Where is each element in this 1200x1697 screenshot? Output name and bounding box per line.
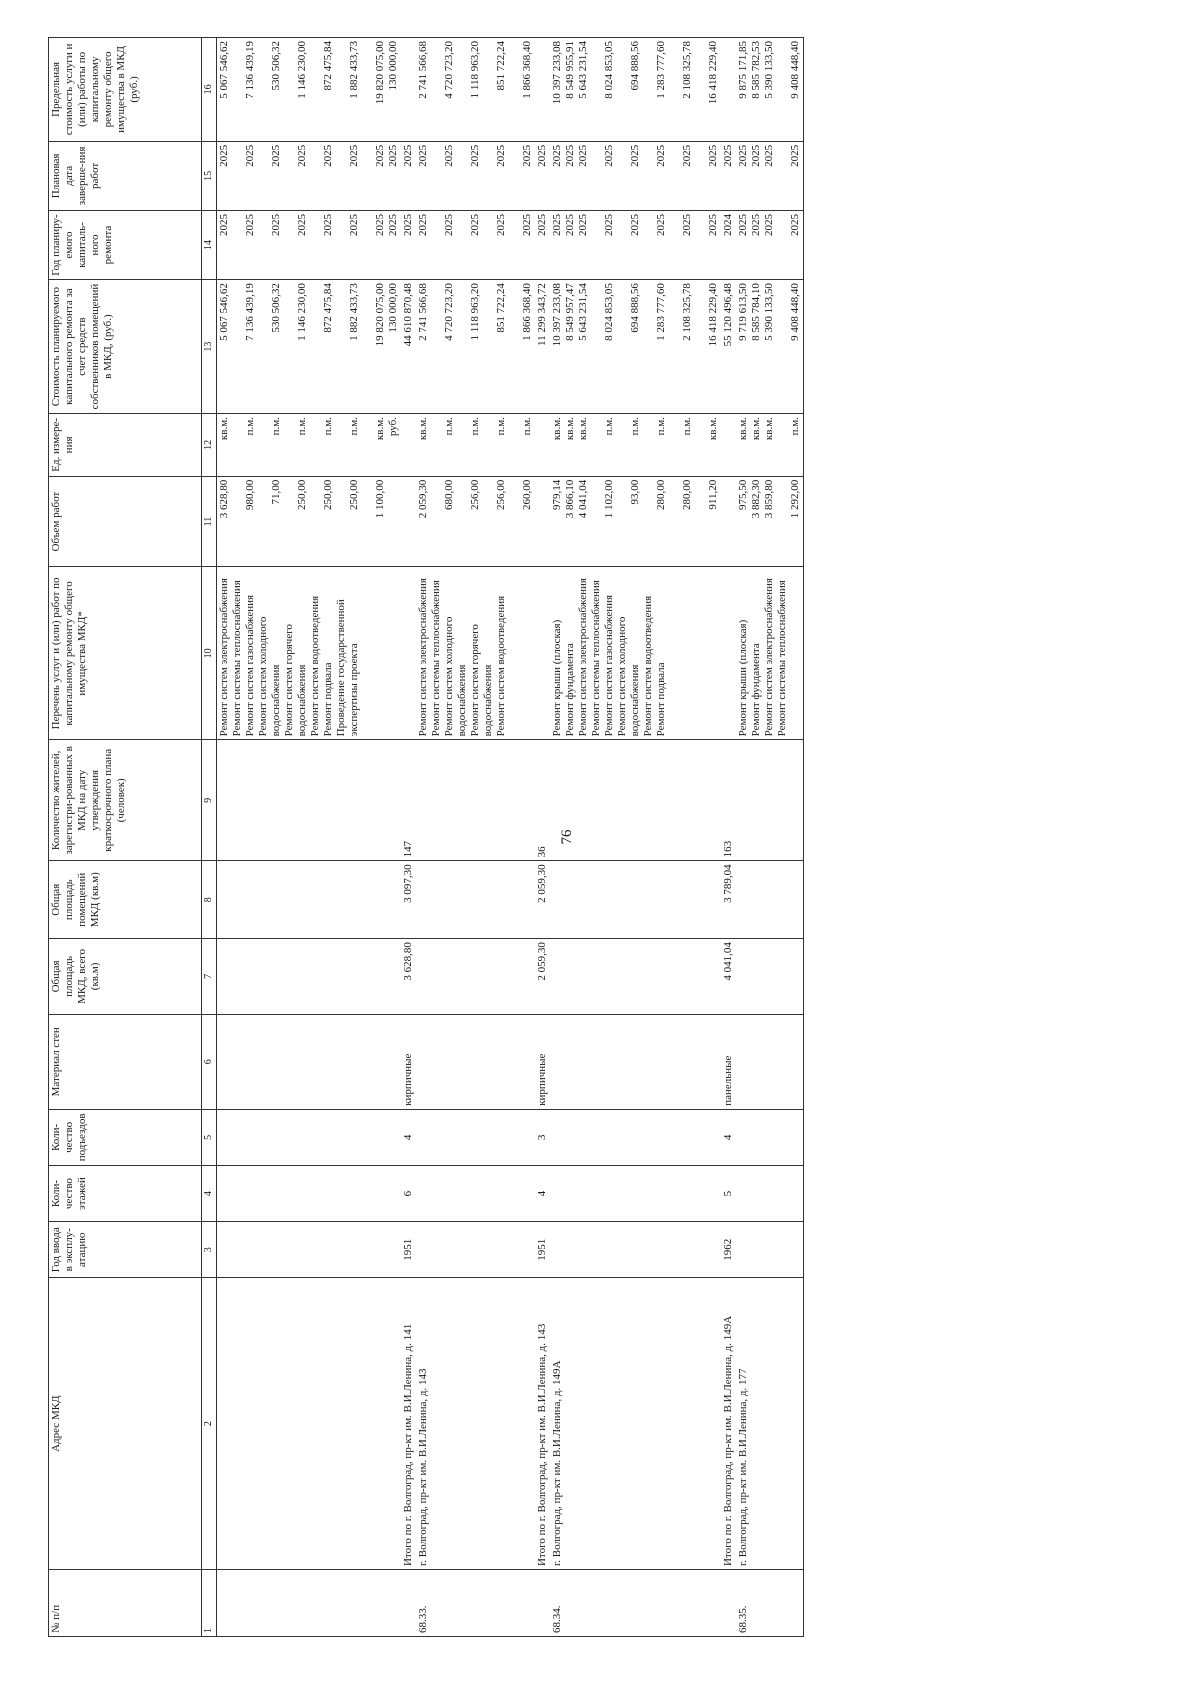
volume-value: 911,20 <box>707 479 719 510</box>
limit-value: 130 000,00 <box>387 41 399 91</box>
commission-year: 1951 <box>401 1222 416 1278</box>
column-number: 8 <box>202 861 217 939</box>
column-number: 6 <box>202 1014 217 1109</box>
page-number: 76 <box>559 829 575 845</box>
work-item: Ремонт систем водоотведения <box>495 595 507 737</box>
date-value: 2025 <box>218 144 230 167</box>
cost-value: 694 888,56 <box>629 283 641 333</box>
work-item: Ремонт фундамента <box>750 643 762 737</box>
limit-value: 8 549 955,91 <box>564 41 576 99</box>
column-number: 13 <box>202 280 217 414</box>
costs <box>217 280 402 414</box>
cost-value: 7 136 439,19 <box>244 283 256 341</box>
limits <box>550 38 721 142</box>
work-item: Ремонт систем газоснабжения <box>244 594 256 737</box>
cost-value: 1 283 777,60 <box>655 283 667 341</box>
volumes <box>736 476 804 567</box>
wall-material: панельные <box>721 1014 736 1109</box>
date-value: 2025 <box>443 144 455 167</box>
date-value: 2025 <box>737 144 749 167</box>
volume-value: 93,00 <box>629 479 641 505</box>
header-cell: Плановая дата заверше-ния работ <box>49 141 202 210</box>
cost-value: 530 506,32 <box>270 283 282 333</box>
units <box>416 414 535 477</box>
volume-value: 260,00 <box>521 479 533 510</box>
limit-value: 8 585 782,53 <box>750 41 762 99</box>
volume-value: 280,00 <box>681 479 693 510</box>
volumes <box>217 476 402 567</box>
work-item: Ремонт систем электроснабжения <box>763 578 775 737</box>
unit-value: п.м. <box>270 417 282 436</box>
year-value: 2025 <box>551 213 563 236</box>
cost-value: 1 118 963,20 <box>469 283 481 341</box>
header-cell: Предельная стоимость услуги и (или) работы по капитальному ремонту общего имущества в МКД (руб.) <box>49 38 202 142</box>
date-value: 2025 <box>655 144 667 167</box>
total-cost: 11 299 343,72 <box>535 280 550 414</box>
residents-count: 36 <box>535 740 550 861</box>
volume-value: 1 102,00 <box>603 479 615 519</box>
year-value: 2025 <box>387 213 399 236</box>
year-value: 2025 <box>348 213 360 236</box>
date-value: 2025 <box>707 144 719 167</box>
limit-value: 9 875 171,85 <box>737 41 749 99</box>
unit-value: руб. <box>387 417 399 437</box>
limit-value: 1 866 368,40 <box>521 41 533 99</box>
total-row <box>401 38 416 1637</box>
work-item: Ремонт системы теплоснабжения <box>430 580 442 737</box>
date-value: 2025 <box>681 144 693 167</box>
work-item: Ремонт системы теплоснабжения <box>590 580 602 737</box>
address: г. Волгоград, пр-кт им. В.И.Ленина, д. 177 <box>736 1278 804 1570</box>
date-value: 2025 <box>629 144 641 167</box>
entrances-count: 4 <box>401 1109 416 1165</box>
header-cell: Коли-чество подъездов <box>49 1109 202 1165</box>
limit-value: 8 024 853,05 <box>603 41 615 99</box>
column-number: 1 <box>202 1570 217 1637</box>
header-cell: Объем работ <box>49 476 202 567</box>
wall-material: кирпичные <box>535 1014 550 1109</box>
year-value: 2025 <box>218 213 230 236</box>
units <box>217 414 402 477</box>
works-list <box>416 567 535 740</box>
column-number: 4 <box>202 1165 217 1221</box>
work-item: Ремонт системы теплоснабжения <box>231 580 243 737</box>
volume-value: 3 866,10 <box>564 479 576 519</box>
unit-value: п.м. <box>521 417 533 436</box>
unit-value: п.м. <box>244 417 256 436</box>
column-number: 9 <box>202 740 217 861</box>
year-value: 2025 <box>577 213 589 236</box>
plan-year: 2024 <box>721 210 736 279</box>
work-item: Ремонт систем холодного водоснабжения <box>616 616 641 737</box>
limit-value: 1 146 230,00 <box>296 41 308 99</box>
year-value: 2025 <box>495 213 507 236</box>
year-value: 2025 <box>374 213 386 236</box>
volume-value: 4 041,04 <box>577 479 589 519</box>
volume-value: 975,50 <box>737 479 749 510</box>
date-value: 2025 <box>348 144 360 167</box>
column-number: 14 <box>202 210 217 279</box>
volume-value: 256,00 <box>495 479 507 510</box>
costs <box>416 280 535 414</box>
header-cell: Ед. измере-ния <box>49 414 202 477</box>
rotated-table-container <box>48 37 1168 1637</box>
limits <box>416 38 535 142</box>
year-value: 2025 <box>417 213 429 236</box>
unit-value: п.м. <box>322 417 334 436</box>
costs <box>550 280 721 414</box>
year-value: 2025 <box>707 213 719 236</box>
year-value: 2025 <box>244 213 256 236</box>
limit-value: 530 506,32 <box>270 41 282 91</box>
cost-value: 9 719 613,50 <box>737 283 749 341</box>
total-address: Итого по г. Волгоград, пр-кт им. В.И.Ленина, д. 143 <box>535 1278 550 1570</box>
cost-value: 872 475,84 <box>322 283 334 333</box>
header-cell: Коли-чество этажей <box>49 1165 202 1221</box>
year-value: 2025 <box>655 213 667 236</box>
unit-value: кв.м. <box>750 417 762 441</box>
wall-material: кирпичные <box>401 1014 416 1109</box>
limit-value: 1 118 963,20 <box>469 41 481 99</box>
year-value: 2025 <box>521 213 533 236</box>
work-item: Ремонт систем холодного водоснабжения <box>443 616 468 737</box>
year-value: 2025 <box>443 213 455 236</box>
cost-value: 10 397 233,08 <box>551 283 563 347</box>
year-value: 2025 <box>564 213 576 236</box>
volume-value: 250,00 <box>296 479 308 510</box>
units <box>736 414 804 477</box>
unit-value: кв.м. <box>763 417 775 441</box>
total-area: 3 628,80 <box>401 939 416 1015</box>
cost-value: 851 722,24 <box>495 283 507 333</box>
cost-value: 16 418 229,40 <box>707 283 719 347</box>
column-number: 12 <box>202 414 217 477</box>
address-block-row <box>550 38 721 1637</box>
work-item: Ремонт подвала <box>322 662 334 737</box>
end-dates <box>416 141 535 210</box>
unit-value: кв.м. <box>374 417 386 441</box>
unit-value: п.м. <box>789 417 801 436</box>
work-item: Ремонт систем горячего водоснабжения <box>469 624 494 737</box>
year-value: 2025 <box>763 213 775 236</box>
column-number: 5 <box>202 1109 217 1165</box>
cost-value: 9 408 448,40 <box>789 283 801 341</box>
date-value: 2025 <box>750 144 762 167</box>
year-value: 2025 <box>469 213 481 236</box>
column-number: 3 <box>202 1222 217 1278</box>
unit-value: п.м. <box>603 417 615 436</box>
date-value: 2025 <box>296 144 308 167</box>
premises-area: 3 789,04 <box>721 861 736 939</box>
item-number: 68.33. <box>416 1570 535 1637</box>
work-item: Ремонт фундамента <box>564 643 576 737</box>
plan-years <box>217 210 402 279</box>
column-number: 2 <box>202 1278 217 1570</box>
unit-value: кв.м. <box>218 417 230 441</box>
volume-value: 250,00 <box>322 479 334 510</box>
column-number: 10 <box>202 567 217 740</box>
volume-value: 1 100,00 <box>374 479 386 519</box>
limit-value: 872 475,84 <box>322 41 334 91</box>
residents-count: 163 <box>721 740 736 861</box>
limit-value: 2 741 566,68 <box>417 41 429 99</box>
floors-count: 6 <box>401 1165 416 1221</box>
unit-value: п.м. <box>629 417 641 436</box>
commission-year: 1951 <box>535 1222 550 1278</box>
residents-count: 147 <box>401 740 416 861</box>
column-number: 15 <box>202 141 217 210</box>
units <box>550 414 721 477</box>
year-value: 2025 <box>750 213 762 236</box>
date-value: 2025 <box>551 144 563 167</box>
end-dates <box>550 141 721 210</box>
header-cell: Год планиру-емого капиталь-ного ремонта <box>49 210 202 279</box>
cost-value: 1 866 368,40 <box>521 283 533 341</box>
end-dates <box>217 141 402 210</box>
plan-years <box>550 210 721 279</box>
limit-value: 5 643 231,54 <box>577 41 589 99</box>
end-date: 2025 <box>401 141 416 210</box>
cost-value: 5 067 546,62 <box>218 283 230 341</box>
year-value: 2025 <box>603 213 615 236</box>
year-value: 2025 <box>629 213 641 236</box>
date-value: 2025 <box>564 144 576 167</box>
unit-value: п.м. <box>495 417 507 436</box>
floors-count: 5 <box>721 1165 736 1221</box>
plan-year: 2025 <box>401 210 416 279</box>
work-item: Ремонт крыши (плоская) <box>737 619 749 737</box>
limit-value: 19 820 075,00 <box>374 41 386 105</box>
limit-value: 7 136 439,19 <box>244 41 256 99</box>
cost-value: 8 549 957,47 <box>564 283 576 341</box>
limits <box>217 38 402 142</box>
floors-count: 4 <box>535 1165 550 1221</box>
date-value: 2025 <box>603 144 615 167</box>
volume-value: 2 059,30 <box>417 479 429 519</box>
unit-value: кв.м. <box>564 417 576 441</box>
entrances-count: 3 <box>535 1109 550 1165</box>
cost-value: 130 000,00 <box>387 283 399 333</box>
column-number: 11 <box>202 476 217 567</box>
date-value: 2025 <box>417 144 429 167</box>
work-item: Ремонт систем горячего водоснабжения <box>283 624 308 737</box>
unit-value: п.м. <box>681 417 693 436</box>
year-value: 2025 <box>789 213 801 236</box>
volume-value: 980,00 <box>244 479 256 510</box>
work-item: Ремонт подвала <box>655 662 667 737</box>
work-item: Ремонт систем электроснабжения <box>218 578 230 737</box>
limit-value: 10 397 233,08 <box>551 41 563 105</box>
unit-value: п.м. <box>296 417 308 436</box>
date-value: 2025 <box>270 144 282 167</box>
cost-value: 4 720 723,20 <box>443 283 455 341</box>
cost-value: 5 643 231,54 <box>577 283 589 341</box>
header-cell: Общая площадь МКД, всего (кв.м) <box>49 939 202 1015</box>
limit-value: 2 108 325,78 <box>681 41 693 99</box>
column-number-row <box>202 38 217 1637</box>
header-cell: Год ввода в эксплу-атацию <box>49 1222 202 1278</box>
work-item: Ремонт систем водоотведения <box>642 595 654 737</box>
date-value: 2025 <box>469 144 481 167</box>
total-area: 4 041,04 <box>721 939 736 1015</box>
total-cost: 44 610 870,48 <box>401 280 416 414</box>
volume-value: 680,00 <box>443 479 455 510</box>
end-date: 2025 <box>721 141 736 210</box>
work-item: Ремонт систем водоотведения <box>309 595 321 737</box>
total-address: Итого по г. Волгоград, пр-кт им. В.И.Ленина, д. 149А <box>721 1278 736 1570</box>
cost-value: 8 585 784,10 <box>750 283 762 341</box>
header-row <box>49 38 202 1637</box>
work-item: Ремонт систем электроснабжения <box>577 578 589 737</box>
limit-value: 16 418 229,40 <box>707 41 719 105</box>
cost-value: 1 882 433,73 <box>348 283 360 341</box>
cost-value: 1 146 230,00 <box>296 283 308 341</box>
plan-year: 2025 <box>535 210 550 279</box>
address-block-row <box>416 38 535 1637</box>
total-cost: 55 120 496,48 <box>721 280 736 414</box>
unit-value: кв.м. <box>737 417 749 441</box>
total-row <box>535 38 550 1637</box>
cost-value: 2 108 325,78 <box>681 283 693 341</box>
column-number: 7 <box>202 939 217 1015</box>
works-row <box>217 38 402 1637</box>
limit-value: 1 882 433,73 <box>348 41 360 99</box>
unit-value: п.м. <box>443 417 455 436</box>
work-item: Ремонт крыши (плоская) <box>551 619 563 737</box>
date-value: 2025 <box>322 144 334 167</box>
costs <box>736 280 804 414</box>
unit-value: п.м. <box>469 417 481 436</box>
volume-value: 1 292,00 <box>789 479 801 519</box>
limit-value: 5 390 133,50 <box>763 41 775 99</box>
unit-value: кв.м. <box>707 417 719 441</box>
address: г. Волгоград, пр-кт им. В.И.Ленина, д. 149А <box>550 1278 721 1570</box>
work-item: Ремонт системы теплоснабжения <box>776 580 788 737</box>
volume-value: 3 628,80 <box>218 479 230 519</box>
address-block-row <box>736 38 804 1637</box>
header-cell: № п/п <box>49 1570 202 1637</box>
volume-value: 3 859,80 <box>763 479 775 519</box>
header-cell: Материал стен <box>49 1014 202 1109</box>
total-row <box>721 38 736 1637</box>
unit-value: п.м. <box>655 417 667 436</box>
work-item: Ремонт систем электроснабжения <box>417 578 429 737</box>
cost-value: 5 390 133,50 <box>763 283 775 341</box>
work-item: Ремонт систем газоснабжения <box>603 594 615 737</box>
date-value: 2025 <box>521 144 533 167</box>
plan-years <box>416 210 535 279</box>
work-item: Проведение государственной экспертизы проекта <box>335 599 360 737</box>
limit-value: 694 888,56 <box>629 41 641 91</box>
entrances-count: 4 <box>721 1109 736 1165</box>
date-value: 2025 <box>387 144 399 167</box>
limit-value: 851 722,24 <box>495 41 507 91</box>
cost-value: 19 820 075,00 <box>374 283 386 347</box>
address: г. Волгоград, пр-кт им. В.И.Ленина, д. 143 <box>416 1278 535 1570</box>
header-cell: Общая площадь помещений МКД (кв.м) <box>49 861 202 939</box>
work-item: Ремонт систем холодного водоснабжения <box>257 616 282 737</box>
unit-value: п.м. <box>348 417 360 436</box>
year-value: 2025 <box>322 213 334 236</box>
unit-value: кв.м. <box>417 417 429 441</box>
limit-value: 5 067 546,62 <box>218 41 230 99</box>
volume-value: 979,14 <box>551 479 563 510</box>
year-value: 2025 <box>296 213 308 236</box>
premises-area: 3 097,30 <box>401 861 416 939</box>
limit-value: 4 720 723,20 <box>443 41 455 99</box>
volumes <box>416 476 535 567</box>
end-date: 2025 <box>535 141 550 210</box>
item-number: 68.35. <box>736 1570 804 1637</box>
year-value: 2025 <box>681 213 693 236</box>
total-area: 2 059,30 <box>535 939 550 1015</box>
unit-value: кв.м. <box>577 417 589 441</box>
total-address: Итого по г. Волгоград, пр-кт им. В.И.Ленина, д. 141 <box>401 1278 416 1570</box>
volume-value: 250,00 <box>348 479 360 510</box>
repair-plan-table <box>48 37 804 1637</box>
works-list <box>736 567 804 740</box>
date-value: 2025 <box>789 144 801 167</box>
year-value: 2025 <box>270 213 282 236</box>
date-value: 2025 <box>577 144 589 167</box>
commission-year: 1962 <box>721 1222 736 1278</box>
header-cell: Количество жителей, зарегистри-рованных в МКД на дату утверждения краткосрочного плана (человек) <box>49 740 202 861</box>
date-value: 2025 <box>763 144 775 167</box>
year-value: 2025 <box>737 213 749 236</box>
cost-value: 8 024 853,05 <box>603 283 615 341</box>
date-value: 2025 <box>374 144 386 167</box>
header-cell: Стоимость планируемого капитального ремонта за счет средств собственников помещений в МКД, (руб.) <box>49 280 202 414</box>
item-number: 68.34. <box>550 1570 721 1637</box>
date-value: 2025 <box>244 144 256 167</box>
column-number: 16 <box>202 38 217 142</box>
limit-value: 9 408 448,40 <box>789 41 801 99</box>
date-value: 2025 <box>495 144 507 167</box>
volume-value: 280,00 <box>655 479 667 510</box>
unit-value: кв.м. <box>551 417 563 441</box>
header-cell: Перечень услуг и (или) работ по капитальному ремонту общего имущества МКД* <box>49 567 202 740</box>
volume-value: 256,00 <box>469 479 481 510</box>
works-list <box>217 567 402 740</box>
end-dates <box>736 141 804 210</box>
limit-value: 1 283 777,60 <box>655 41 667 99</box>
volume-value: 3 882,30 <box>750 479 762 519</box>
works-list <box>550 567 721 740</box>
limits <box>736 38 804 142</box>
header-cell: Адрес МКД <box>49 1278 202 1570</box>
premises-area: 2 059,30 <box>535 861 550 939</box>
plan-years <box>736 210 804 279</box>
volume-value: 71,00 <box>270 479 282 505</box>
volumes <box>550 476 721 567</box>
cost-value: 2 741 566,68 <box>417 283 429 341</box>
